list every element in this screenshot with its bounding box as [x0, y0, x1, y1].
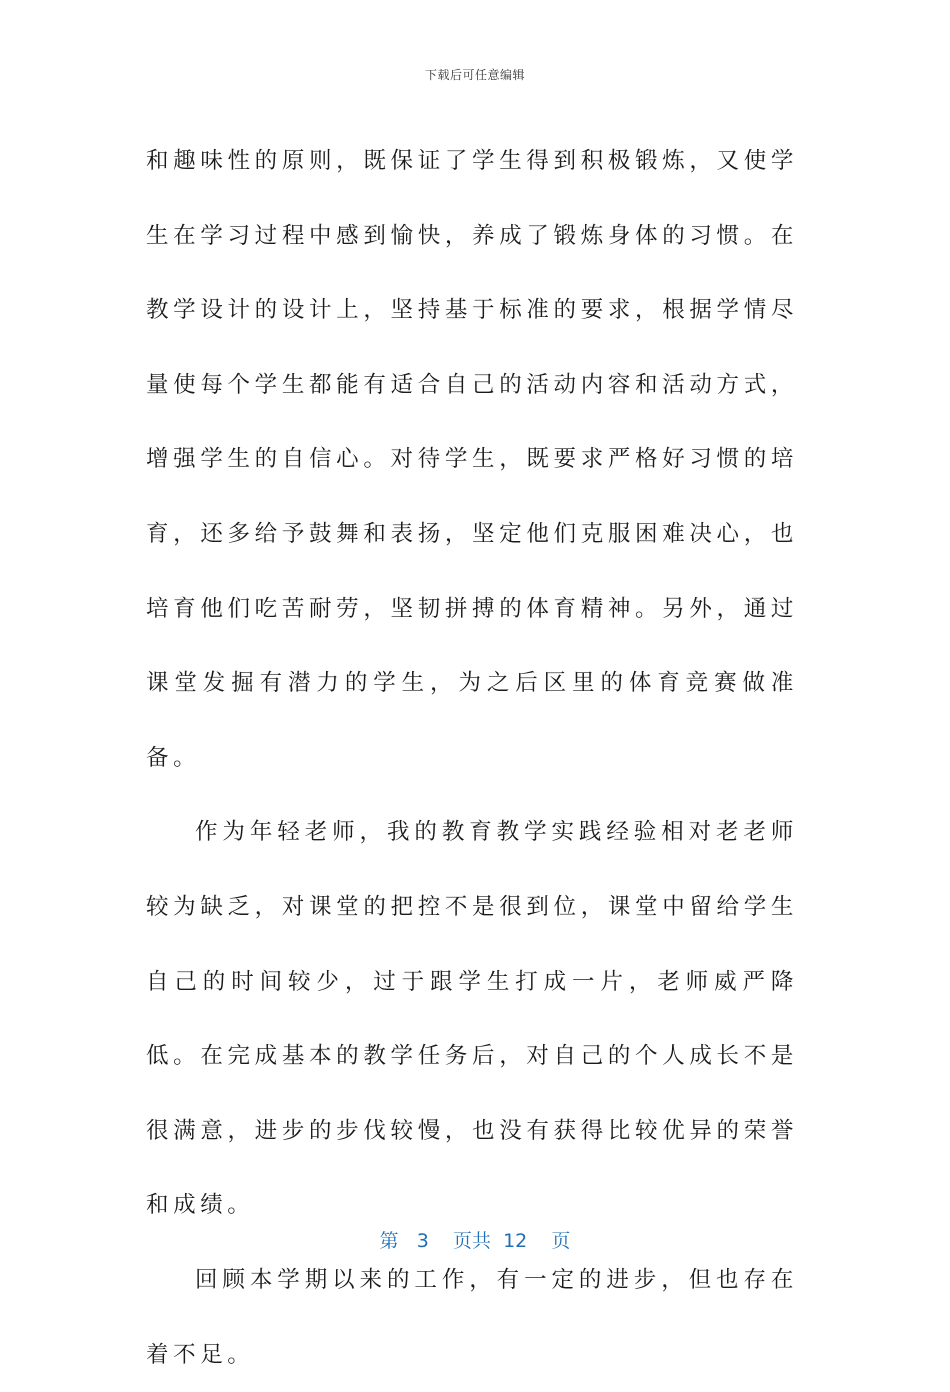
current-page-number: 3 — [416, 1230, 429, 1252]
footer-suffix: 页 — [551, 1230, 571, 1252]
paragraph: 回顾本学期以来的工作，有一定的进步，但也存在着不足。 — [146, 1266, 798, 1368]
paragraph-continued: 和趣味性的原则，既保证了学生得到积极锻炼，又使学生在学习过程中感到愉快，养成了锻炼身体的习惯。在教学设计的设计上，坚持基于标准的要求，根据学情尽量使每个学生都能有适合自己的活动内容和活动方式，增强学生的自信心。对待学生，既要求严格好习惯的培育，还多给予鼓舞和表扬，坚定他们克服困难决心，也培育他们吃苦耐劳，坚韧拼搏的体育精神。另外，通过课堂发掘有潜力的学生，为之后区里的体育竞赛做准备。 — [146, 148, 798, 771]
total-page-count: 12 — [503, 1230, 528, 1252]
page-header-note: 下载后可任意编辑 — [424, 68, 525, 82]
footer-prefix: 第 — [379, 1230, 399, 1252]
paragraph: 作为年轻老师，我的教育教学实践经验相对老老师较为缺乏，对课堂的把控不是很到位，课堂中留给学生自己的时间较少，过于跟学生打成一片，老师威严降低。在完成基本的教学任务后，对自己的个人成长不是很满意，进步的步伐较慢，也没有获得比较优异的荣誉和成绩。 — [146, 819, 798, 1219]
page-footer — [0, 1226, 950, 1253]
document-body — [146, 124, 798, 1392]
footer-middle: 页共 — [452, 1230, 491, 1252]
